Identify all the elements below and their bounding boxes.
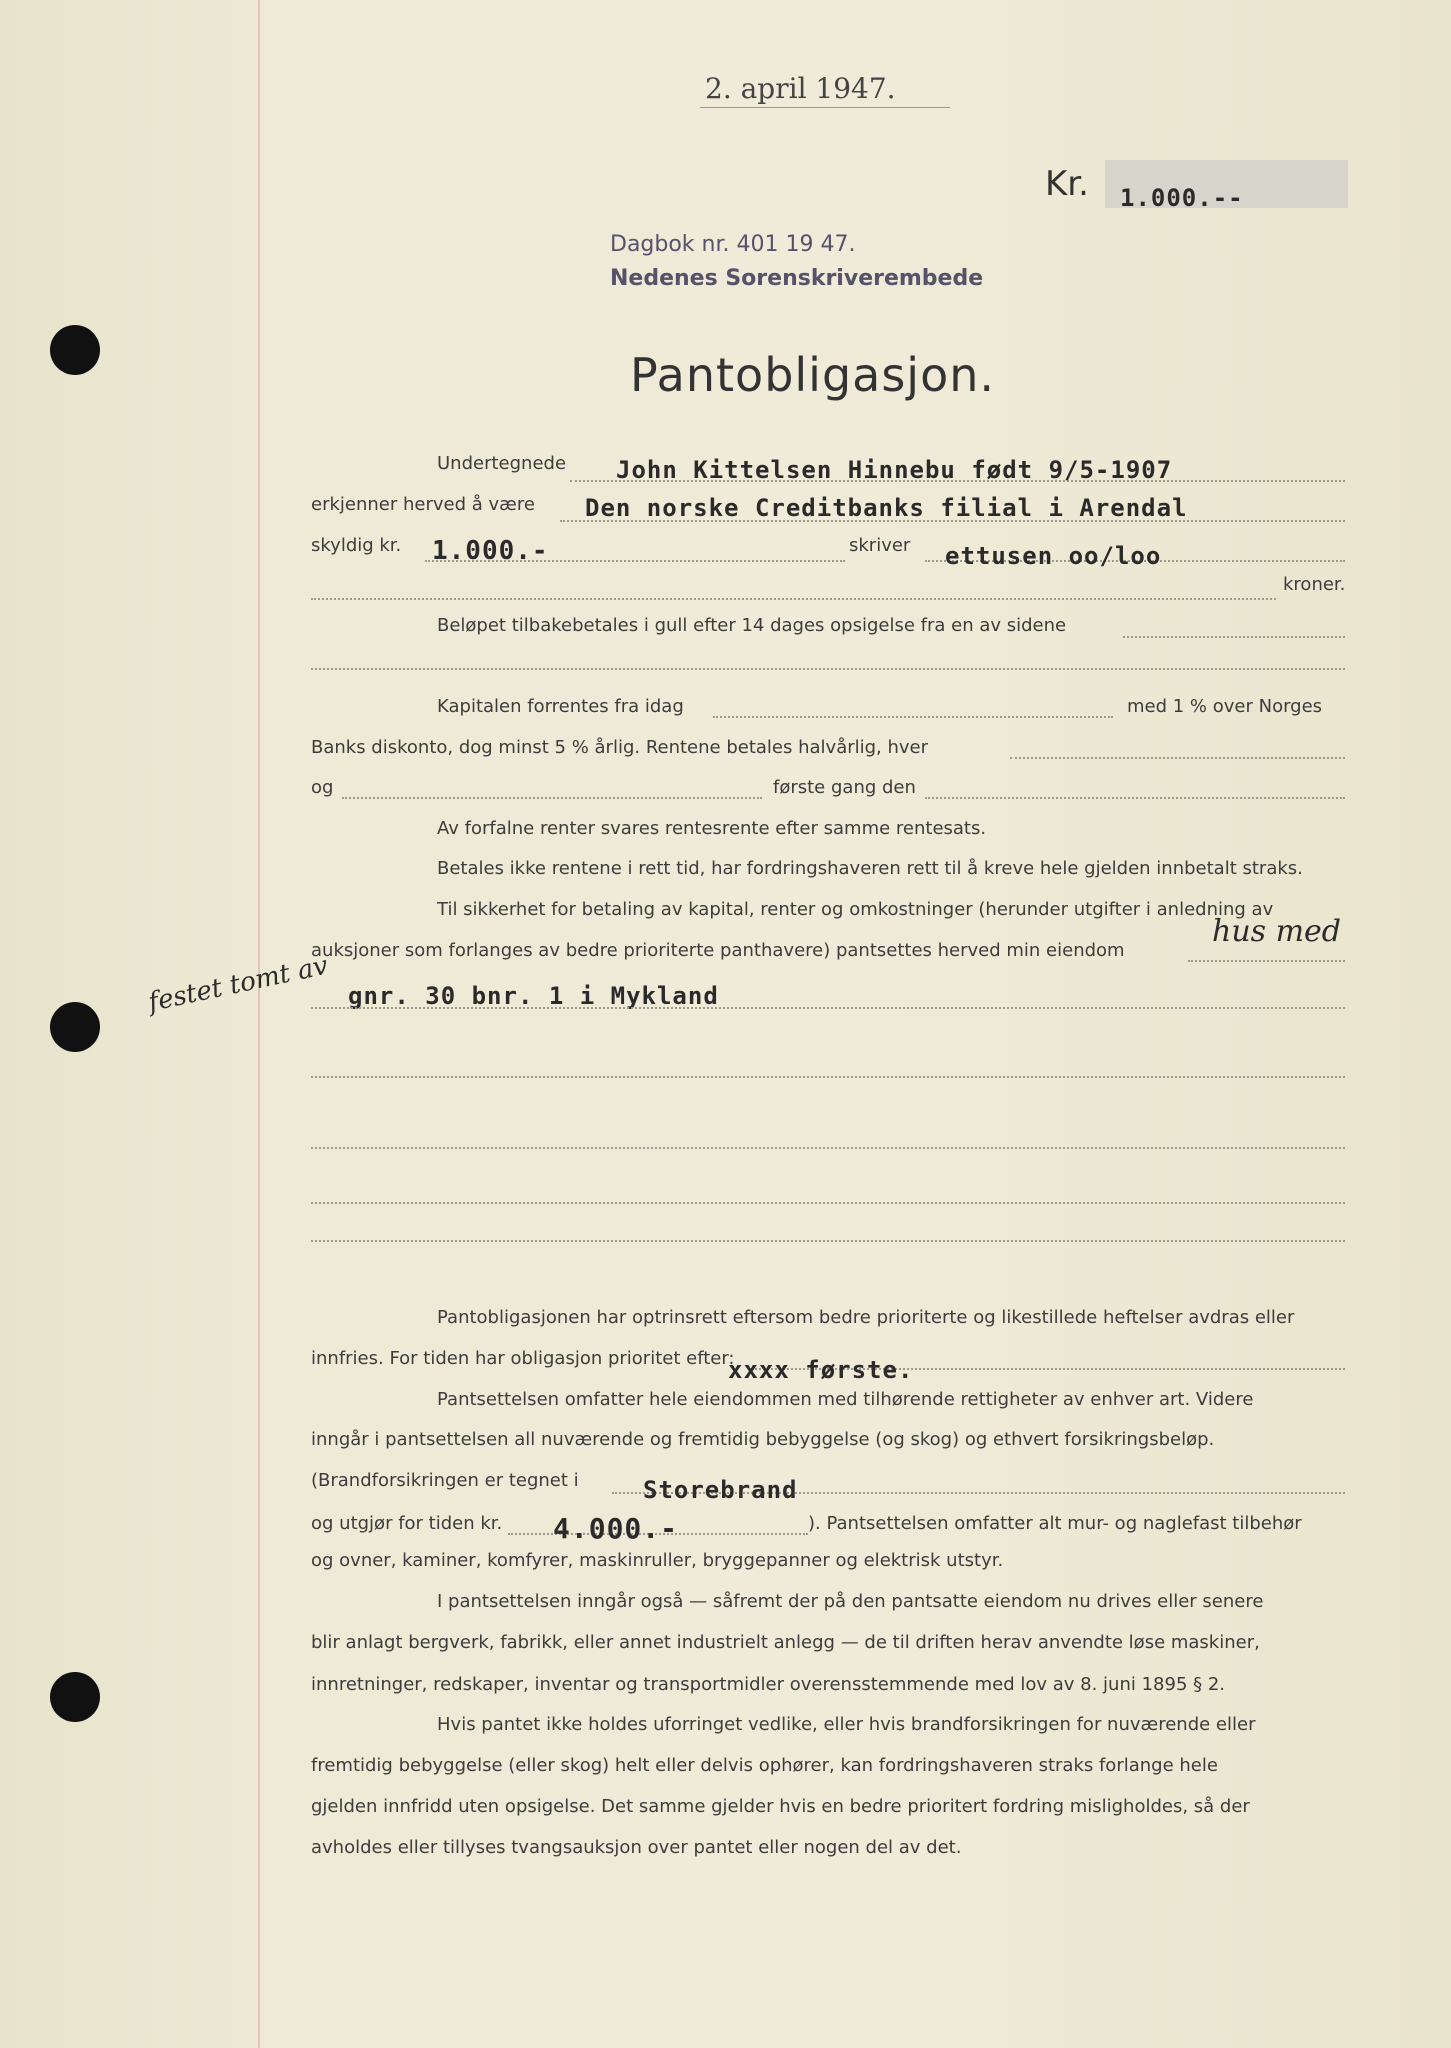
innfries-text: innfries. For tiden har obligasjon prioritet efter: — [311, 1348, 735, 1369]
inngar-text: inngår i pantsettelsen all nuværende og fremtidig bebyggelse (og skog) og ethvert forsikringsbeløp. — [311, 1429, 1215, 1450]
sikkerhet-text: Til sikkerhet for betaling av kapital, renter og omkostninger (herunder utgifter i anledning av — [437, 899, 1274, 920]
document-date: 2. april 1947. — [705, 72, 896, 105]
paragraph-line: avholdes eller tillyses tvangsauksjon over pantet eller nogen del av det. — [311, 1837, 962, 1858]
omfatter-text: Pantsettelsen omfatter hele eiendommen med tilhørende rettigheter av enhver art. Videre — [437, 1389, 1254, 1410]
field-line — [311, 598, 1276, 600]
field-line — [1010, 757, 1345, 759]
paragraph-line: fremtidig bebyggelse (eller skog) helt eller delvis ophører, kan fordringshaveren straks forlange hele — [311, 1755, 1218, 1776]
field-line — [1188, 960, 1345, 962]
paragraph-line: I pantsettelsen inngår også — såfremt der på den pantsatte eiendom nu drives eller senere — [437, 1591, 1264, 1612]
property-value: gnr. 30 bnr. 1 i Mykland — [348, 982, 719, 1010]
office-stamp: Nedenes Sorenskriverembede — [610, 266, 984, 291]
paragraph-line: innretninger, redskaper, inventar og transportmidler overensstemmende med lov av 8. juni 1895 § 2. — [311, 1674, 1226, 1695]
field-line — [311, 668, 1345, 670]
field-line — [311, 1147, 1345, 1149]
document-title: Pantobligasjon. — [630, 348, 996, 402]
paragraph-line: blir anlagt bergverk, fabrikk, eller annet industrielt anlegg — de til driften herav anvendte løse maskiner, — [311, 1632, 1260, 1653]
skriver-label: skriver — [849, 535, 911, 556]
utgjor-value: 4.000.- — [553, 1512, 679, 1545]
betales-text: Betales ikke rentene i rett tid, har fordringshaveren rett til å kreve hele gjelden innbetalt straks. — [437, 858, 1303, 879]
brandforsikringen-text: (Brandforsikringen er tegnet i — [311, 1470, 579, 1491]
punch-hole — [50, 325, 100, 375]
banks-text: Banks diskonto, dog minst 5 % årlig. Rentene betales halvårlig, hver — [311, 737, 929, 758]
dagbok-stamp: Dagbok nr. 401 19 47. — [610, 232, 856, 257]
kroner-label: kroner. — [1283, 574, 1346, 595]
paragraph-line: gjelden innfridd uten opsigelse. Det samme gjelder hvis en bedre prioritert fordring misligholdes, så der — [311, 1796, 1250, 1817]
punch-hole — [50, 1002, 100, 1052]
erkjenner-label: erkjenner herved å være — [311, 494, 535, 515]
kr-amount: 1.000.-- — [1120, 184, 1244, 212]
kapitalen-text: Kapitalen forrentes fra idag — [437, 696, 684, 717]
auksjoner-text: auksjoner som forlanges av bedre prioriterte panthavere) pantsettes herved min eiendom — [311, 940, 1125, 961]
field-line — [1123, 636, 1345, 638]
paragraph-line: Hvis pantet ikke holdes uforringet vedlike, eller hvis brandforsikringen for nuværende eller — [437, 1714, 1256, 1735]
field-line — [311, 1076, 1345, 1078]
punch-hole — [50, 1672, 100, 1722]
skriver-value: ettusen oo/loo — [945, 542, 1162, 570]
field-line — [311, 1240, 1345, 1242]
field-line — [713, 716, 1113, 718]
ovner-text: og ovner, kaminer, komfyrer, maskinruller, bryggepanner og elektrisk utstyr. — [311, 1550, 1004, 1571]
handwritten-hus-med: hus med — [1212, 914, 1341, 949]
margin-rule — [258, 0, 260, 2048]
med-prosent-text: med 1 % over Norges — [1127, 696, 1323, 717]
field-line — [311, 1202, 1345, 1204]
belopet-text: Beløpet tilbakebetales i gull efter 14 dages opsigelse fra en av sidene — [437, 615, 1067, 636]
field-line — [342, 797, 762, 799]
field-line — [925, 797, 1345, 799]
undertegnede-value: John Kittelsen Hinnebu født 9/5-1907 — [616, 456, 1173, 484]
date-underline — [700, 107, 950, 108]
forste-gang-text: første gang den — [773, 777, 916, 798]
forfalne-text: Av forfalne renter svares rentesrente efter samme rentesats. — [437, 818, 987, 839]
field-line — [311, 1007, 1345, 1009]
brand-value: Storebrand — [643, 1476, 798, 1504]
utgjor-text: og utgjør for tiden kr. — [311, 1513, 503, 1534]
erkjenner-value: Den norske Creditbanks filial i Arendal — [585, 494, 1188, 522]
optrinsrett-text: Pantobligasjonen har optrinsrett eftersom bedre prioriterte og likestillede heftelser avdras eller — [437, 1307, 1295, 1328]
handwritten-margin-note: festet tomt av — [145, 950, 331, 1018]
skyldig-value: 1.000.- — [432, 536, 549, 566]
undertegnede-label: Undertegnede — [437, 453, 567, 474]
kr-label: Kr. — [1045, 164, 1089, 204]
prioritet-value: xxxx første. — [728, 1356, 914, 1384]
og-text: og — [311, 777, 334, 798]
utgjor-rest-text: ). Pantsettelsen omfatter alt mur- og naglefast tilbehør — [808, 1513, 1302, 1534]
skyldig-label: skyldig kr. — [311, 535, 402, 556]
